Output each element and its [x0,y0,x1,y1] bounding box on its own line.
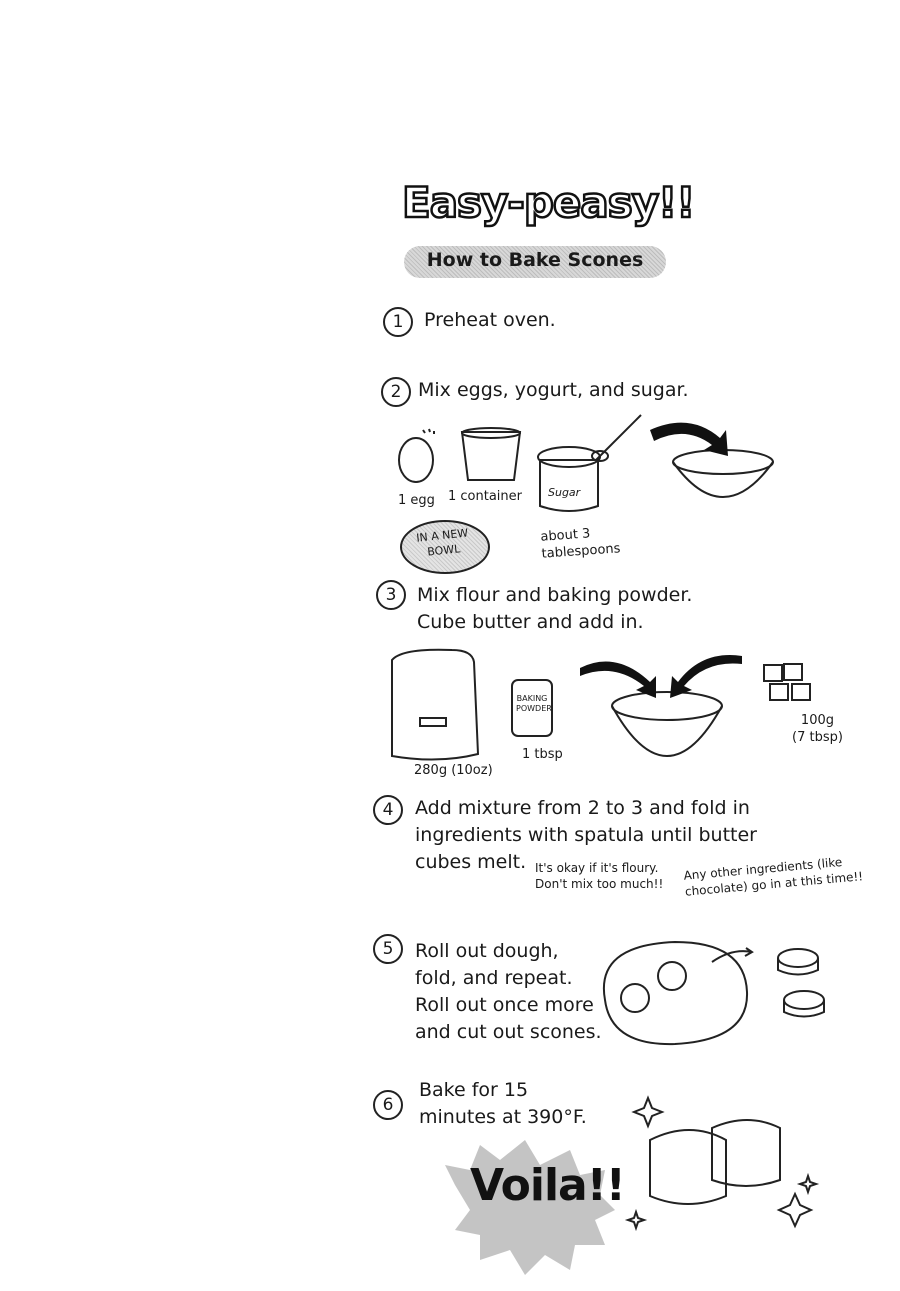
floury-note: It's okay if it's floury. Don't mix too much!! [535,861,664,891]
dough-icon [604,942,747,1044]
step-2-text: Mix eggs, yogurt, and sugar. [418,379,689,401]
egg-icon [399,438,433,482]
baking-powder-label: 1 tbsp [522,747,563,762]
cut-scone-icon [778,949,818,967]
arrow-icon [580,662,656,698]
recipe-subtitle: How to Bake Scones [426,249,644,271]
page-title: Easy-peasy!! [402,178,695,227]
arrow-icon [650,423,728,456]
butter-cubes-icon [764,665,782,681]
bubble-text: IN A NEW BOWL [415,526,469,559]
sparkle-icon [779,1194,811,1226]
step-6-text: Bake for 15 minutes at 390°F. [419,1079,587,1128]
step-number-4: 4 [373,795,403,825]
arrow-icon [670,655,742,698]
baking-powder-can-label: BAKING POWDER [516,694,552,713]
other-ingredients-note: Any other ingredients (like chocolate) go in at this time!! [683,854,864,899]
mixing-bowl-icon [612,706,722,756]
sparkle-icon [634,1098,662,1126]
flour-bag-icon [392,650,478,760]
sparkle-icon [628,1212,644,1228]
egg-label: 1 egg [398,493,435,508]
bowl-icon [673,462,773,497]
step-number-3: 3 [376,580,406,610]
yogurt-label: 1 container [448,489,523,504]
step-5-text: Roll out dough, fold, and repeat. Roll out once more and cut out scones. [415,940,602,1043]
step-3-text: Mix flour and baking powder. Cube butter and add in. [417,584,693,633]
step-number-5: 5 [373,934,403,964]
flour-label: 280g (10oz) [414,763,493,778]
step-number-6: 6 [373,1090,403,1120]
step-number-2: 2 [381,377,411,407]
step-number-1: 1 [383,307,413,337]
baked-scones-icon [650,1130,726,1204]
yogurt-icon [462,432,520,480]
butter-label: 100g (7 tbsp) [792,713,843,745]
sugar-jar-label: Sugar [548,486,581,499]
step-4-text: Add mixture from 2 to 3 and fold in ingredients with spatula until butter cubes melt. [415,797,757,873]
sugar-amount-label: about 3 tablespoons [539,526,621,562]
step-1-text: Preheat oven. [424,309,556,331]
sparkle-icon [800,1176,816,1192]
voila-text: Voila!! [470,1160,625,1211]
